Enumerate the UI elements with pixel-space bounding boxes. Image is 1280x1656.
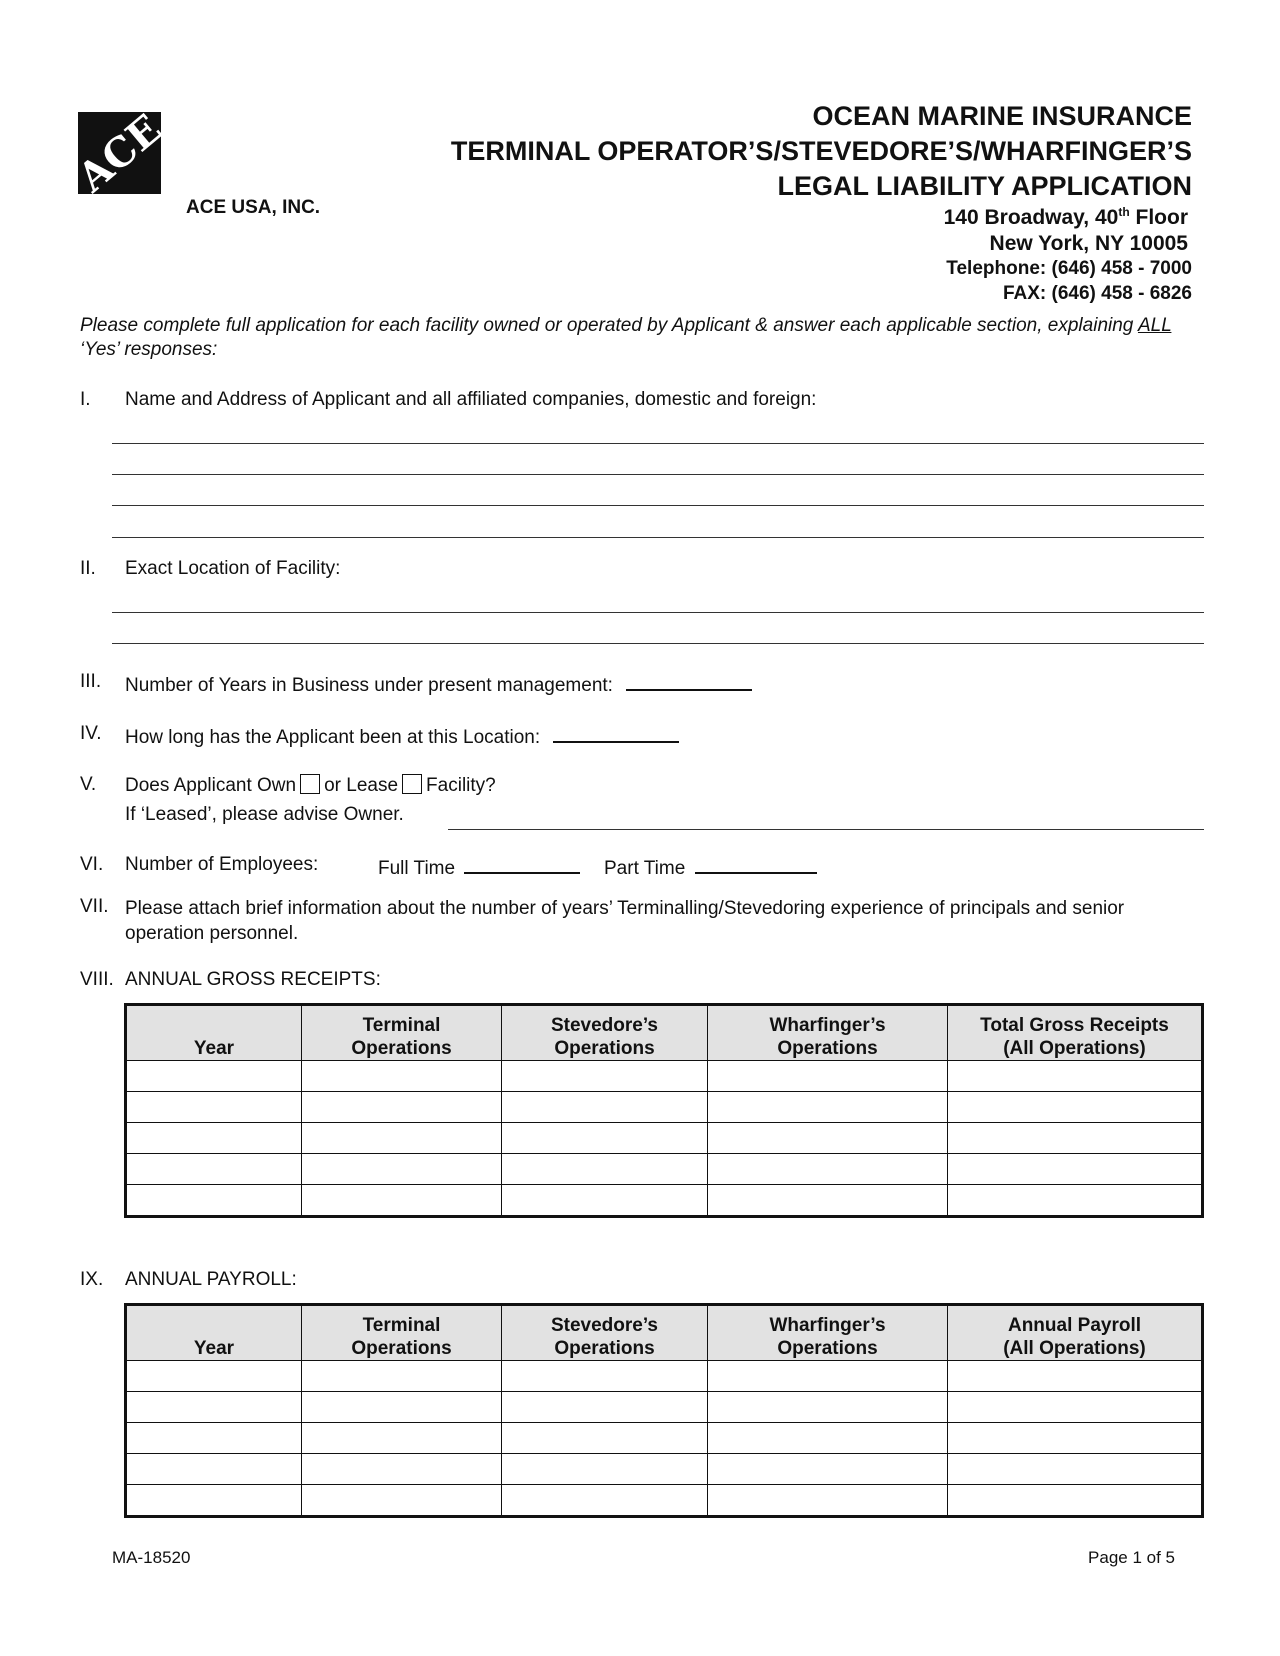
table-cell[interactable] [948, 1185, 1203, 1217]
table-cell[interactable] [302, 1185, 502, 1217]
table-cell[interactable] [948, 1061, 1203, 1092]
section-6-label: Number of Employees: [125, 854, 319, 875]
table-cell[interactable] [302, 1454, 502, 1485]
table-row [126, 1092, 1203, 1123]
company-name: ACE USA, INC. [186, 197, 321, 218]
years-in-business-field[interactable] [626, 671, 752, 691]
table-cell[interactable] [708, 1485, 948, 1517]
table-cell[interactable] [708, 1061, 948, 1092]
section-1-number: I. [80, 389, 91, 410]
table-cell[interactable] [502, 1361, 708, 1392]
applicant-name-line-1[interactable] [112, 443, 1204, 444]
table-cell[interactable] [502, 1185, 708, 1217]
table-cell[interactable] [502, 1423, 708, 1454]
section-9-number: IX. [80, 1269, 104, 1290]
table-cell[interactable] [126, 1423, 302, 1454]
section-2-number: II. [80, 558, 96, 579]
table-cell[interactable] [126, 1154, 302, 1185]
section-8-label: ANNUAL GROSS RECEIPTS: [125, 969, 381, 990]
applicant-name-line-2[interactable] [112, 474, 1204, 475]
section-4-row [125, 723, 679, 749]
table-cell[interactable] [708, 1154, 948, 1185]
owner-field[interactable] [448, 829, 1204, 830]
full-time-label: Full Time [378, 858, 456, 879]
table-cell[interactable] [126, 1454, 302, 1485]
title-line-1: OCEAN MARINE INSURANCE [812, 101, 1192, 131]
table-cell[interactable] [126, 1123, 302, 1154]
section-2-label: Exact Location of Facility: [125, 558, 341, 579]
part-time-label: Part Time [604, 858, 686, 879]
section-5-number: V. [80, 774, 97, 795]
full-time-field[interactable] [464, 854, 580, 874]
col-header-wharfinger: Wharfinger’s Operations [708, 1305, 948, 1361]
table-row [126, 1361, 1203, 1392]
table-cell[interactable] [502, 1392, 708, 1423]
col-header-stevedore: Stevedore’s Operations [502, 1005, 708, 1061]
section-3-row [125, 671, 752, 697]
section-3-number: III. [80, 671, 102, 692]
part-time-row [604, 854, 817, 880]
col-header-year: Year [126, 1005, 302, 1061]
table-row [126, 1392, 1203, 1423]
table-cell[interactable] [126, 1392, 302, 1423]
table-cell[interactable] [302, 1092, 502, 1123]
table-cell[interactable] [708, 1092, 948, 1123]
table-cell[interactable] [126, 1061, 302, 1092]
section-6-number: VI. [80, 854, 104, 875]
own-checkbox[interactable] [300, 774, 320, 794]
table-cell[interactable] [708, 1361, 948, 1392]
table-cell[interactable] [502, 1154, 708, 1185]
table-cell[interactable] [948, 1361, 1203, 1392]
col-header-terminal: Terminal Operations [302, 1005, 502, 1061]
facility-label: Facility? [426, 775, 496, 796]
table-row [126, 1185, 1203, 1217]
table-cell[interactable] [126, 1185, 302, 1217]
col-header-wharfinger: Wharfinger’s Operations [708, 1005, 948, 1061]
telephone: Telephone: (646) 458 - 7000 [946, 258, 1192, 279]
lease-checkbox[interactable] [402, 774, 422, 794]
ace-logo-text: ACE [68, 104, 171, 202]
section-8-number: VIII. [80, 969, 114, 990]
table-cell[interactable] [302, 1361, 502, 1392]
section-4-number: IV. [80, 723, 102, 744]
table-cell[interactable] [948, 1423, 1203, 1454]
table-cell[interactable] [502, 1485, 708, 1517]
table-row [126, 1154, 1203, 1185]
table-cell[interactable] [708, 1423, 948, 1454]
table-row [126, 1123, 1203, 1154]
title-line-2: TERMINAL OPERATOR’S/STEVEDORE’S/WHARFINGER’S [450, 136, 1192, 166]
annual-payroll-table [124, 1303, 1204, 1518]
table-cell[interactable] [948, 1454, 1203, 1485]
col-header-total: Total Gross Receipts (All Operations) [948, 1005, 1203, 1061]
table-cell[interactable] [502, 1454, 708, 1485]
applicant-name-line-4[interactable] [112, 537, 1204, 538]
table-cell[interactable] [502, 1061, 708, 1092]
section-1-label: Name and Address of Applicant and all affiliated companies, domestic and foreign: [125, 389, 817, 410]
table-cell[interactable] [302, 1392, 502, 1423]
title-line-3: LEGAL LIABILITY APPLICATION [777, 171, 1192, 201]
table-cell[interactable] [302, 1154, 502, 1185]
table-cell[interactable] [502, 1092, 708, 1123]
owner-label: If ‘Leased’, please advise Owner. [125, 804, 404, 825]
section-4-label: How long has the Applicant been at this Location: [125, 727, 541, 748]
table-cell[interactable] [126, 1361, 302, 1392]
section-9-label: ANNUAL PAYROLL: [125, 1269, 297, 1290]
gross-receipts-table [124, 1003, 1204, 1218]
table-header-row [126, 1305, 1203, 1361]
table-row [126, 1454, 1203, 1485]
table-cell[interactable] [948, 1392, 1203, 1423]
table-cell[interactable] [948, 1154, 1203, 1185]
col-header-year: Year [126, 1305, 302, 1361]
section-7-label: Please attach brief information about the number of years’ Terminalling/Stevedoring experience of principals and senior operation personnel. [125, 898, 1125, 944]
table-cell[interactable] [948, 1123, 1203, 1154]
own-label: Does Applicant Own [125, 775, 297, 796]
col-header-stevedore: Stevedore’s Operations [502, 1305, 708, 1361]
table-cell[interactable] [302, 1485, 502, 1517]
table-row [126, 1423, 1203, 1454]
table-cell[interactable] [708, 1454, 948, 1485]
table-cell[interactable] [708, 1185, 948, 1217]
address-line-2: New York, NY 10005 [989, 232, 1188, 255]
table-cell[interactable] [302, 1061, 502, 1092]
table-cell[interactable] [948, 1092, 1203, 1123]
col-header-annual-payroll: Annual Payroll (All Operations) [948, 1305, 1203, 1361]
ace-logo [68, 104, 171, 202]
address-line-1: 140 Broadway, 40th Floor [943, 205, 1188, 229]
section-3-label: Number of Years in Business under present management: [125, 675, 613, 696]
lease-label: or Lease [324, 775, 399, 796]
table-cell[interactable] [708, 1123, 948, 1154]
form-number: MA-18520 [112, 1548, 191, 1567]
table-row [126, 1485, 1203, 1517]
table-header-row [126, 1005, 1203, 1061]
table-cell[interactable] [708, 1392, 948, 1423]
col-header-terminal: Terminal Operations [302, 1305, 502, 1361]
part-time-field[interactable] [695, 854, 817, 874]
table-row [126, 1061, 1203, 1092]
table-cell[interactable] [126, 1092, 302, 1123]
table-cell[interactable] [126, 1485, 302, 1517]
facility-location-line-2[interactable] [112, 643, 1204, 644]
table-cell[interactable] [502, 1123, 708, 1154]
applicant-name-line-3[interactable] [112, 505, 1204, 506]
page-number: Page 1 of 5 [1088, 1548, 1175, 1567]
table-cell[interactable] [302, 1423, 502, 1454]
fax: FAX: (646) 458 - 6826 [1002, 283, 1192, 304]
section-5-row [125, 774, 496, 797]
table-cell[interactable] [948, 1485, 1203, 1517]
full-time-row [378, 854, 580, 880]
facility-location-line-1[interactable] [112, 612, 1204, 613]
years-at-location-field[interactable] [553, 723, 679, 743]
section-7-number: VII. [80, 896, 109, 917]
intro-instructions: Please complete full application for each facility owned or operated by Applicant & answer each applicable section, explaining ALL ‘Yes’ responses: [80, 315, 1172, 360]
table-cell[interactable] [302, 1123, 502, 1154]
